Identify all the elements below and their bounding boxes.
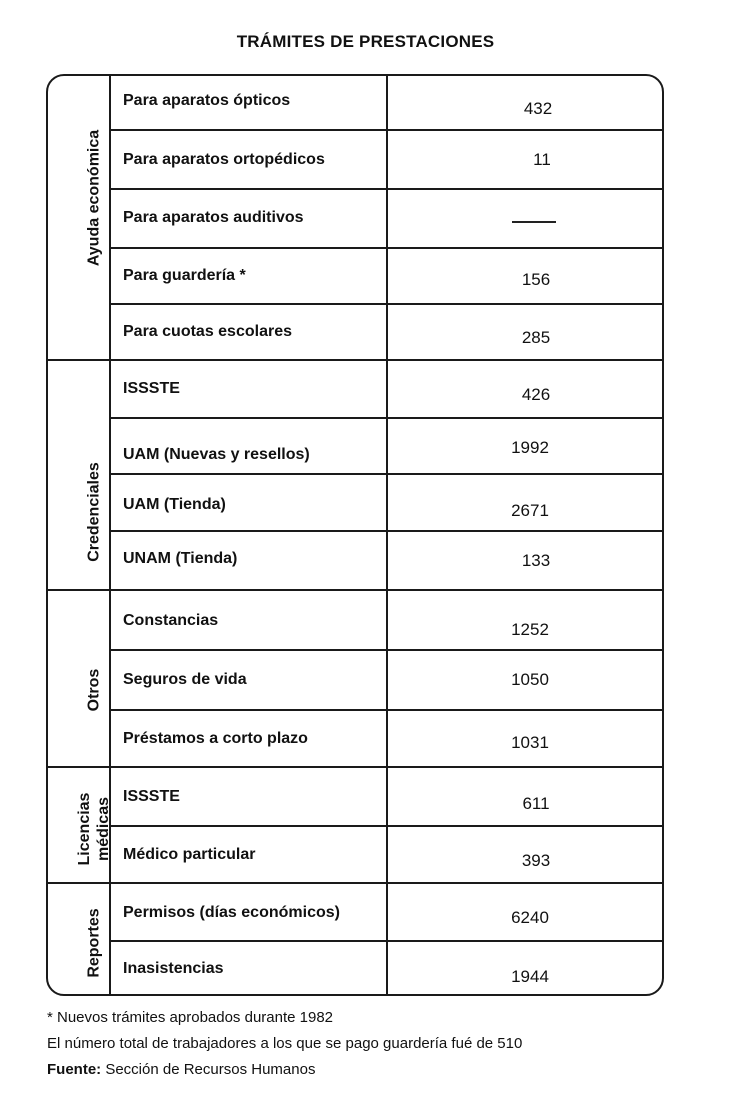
- source-label: Fuente:: [47, 1061, 102, 1078]
- row-label: Seguros de vida: [123, 671, 247, 688]
- row-value: 393: [521, 851, 551, 870]
- empty-value-dash: [512, 221, 556, 223]
- group-label-otros: Otros: [85, 668, 103, 712]
- row-label: UNAM (Tienda): [123, 550, 238, 567]
- row-value: 2671: [511, 501, 549, 520]
- row-value: 11: [533, 150, 551, 169]
- row-label: Préstamos a corto plazo: [123, 730, 308, 747]
- source-text: Sección de Recursos Humanos: [101, 1061, 316, 1078]
- group-label-line: médicas: [95, 796, 112, 862]
- group-label-line: Licencias: [76, 792, 93, 866]
- benefits-table: [46, 74, 664, 996]
- row-value: 1050: [511, 670, 549, 689]
- row-divider: [109, 940, 662, 942]
- row-value: 1992: [511, 438, 549, 457]
- group-label-licencias-medicas: [75, 793, 113, 866]
- row-label: Inasistencias: [123, 960, 224, 977]
- row-divider: [109, 825, 662, 827]
- row-divider: [109, 129, 662, 131]
- group-label-ayuda-economica: Ayuda económica: [85, 129, 103, 267]
- source-note: [47, 1061, 315, 1078]
- row-label: UAM (Nuevas y resellos): [123, 446, 310, 463]
- row-value: 285: [521, 328, 551, 347]
- row-label: ISSSTE: [123, 788, 180, 805]
- page-title: TRÁMITES DE PRESTACIONES: [236, 32, 495, 51]
- group-divider: [48, 766, 662, 768]
- row-value: 133: [521, 551, 551, 570]
- row-divider: [109, 530, 662, 532]
- group-divider: [48, 359, 662, 361]
- row-divider: [109, 247, 662, 249]
- row-divider: [109, 709, 662, 711]
- group-label-reportes: Reportes: [85, 908, 103, 978]
- row-label: Para cuotas escolares: [123, 323, 292, 340]
- row-divider: [109, 649, 662, 651]
- group-label-credenciales: Credenciales: [85, 462, 103, 562]
- row-value: 432: [523, 99, 553, 118]
- row-value: 611: [522, 794, 550, 813]
- row-label: Constancias: [123, 612, 219, 629]
- row-value: 156: [521, 270, 551, 289]
- row-value: 6240: [511, 908, 549, 927]
- row-value: 1031: [511, 733, 549, 752]
- row-divider: [109, 188, 662, 190]
- row-divider: [109, 473, 662, 475]
- row-label: Para aparatos auditivos: [123, 209, 304, 226]
- total-note: El número total de trabajadores a los que se pago guardería fué de 510: [47, 1035, 523, 1052]
- row-value: 1252: [511, 620, 549, 639]
- footnote: * Nuevos trámites aprobados durante 1982: [47, 1009, 334, 1026]
- group-divider: [48, 882, 662, 884]
- value-column-divider: [386, 76, 388, 994]
- row-label: Para guardería *: [123, 267, 246, 284]
- row-label: Médico particular: [123, 846, 256, 863]
- row-label: ISSSTE: [123, 380, 180, 397]
- row-label: UAM (Tienda): [123, 496, 226, 513]
- row-value: 1944: [511, 967, 549, 986]
- row-divider: [109, 417, 662, 419]
- row-label: Permisos (días económicos): [123, 904, 340, 921]
- row-label: Para aparatos ópticos: [123, 92, 291, 109]
- row-divider: [109, 303, 662, 305]
- row-label: Para aparatos ortopédicos: [123, 151, 325, 168]
- group-divider: [48, 589, 662, 591]
- row-value: 426: [521, 385, 551, 404]
